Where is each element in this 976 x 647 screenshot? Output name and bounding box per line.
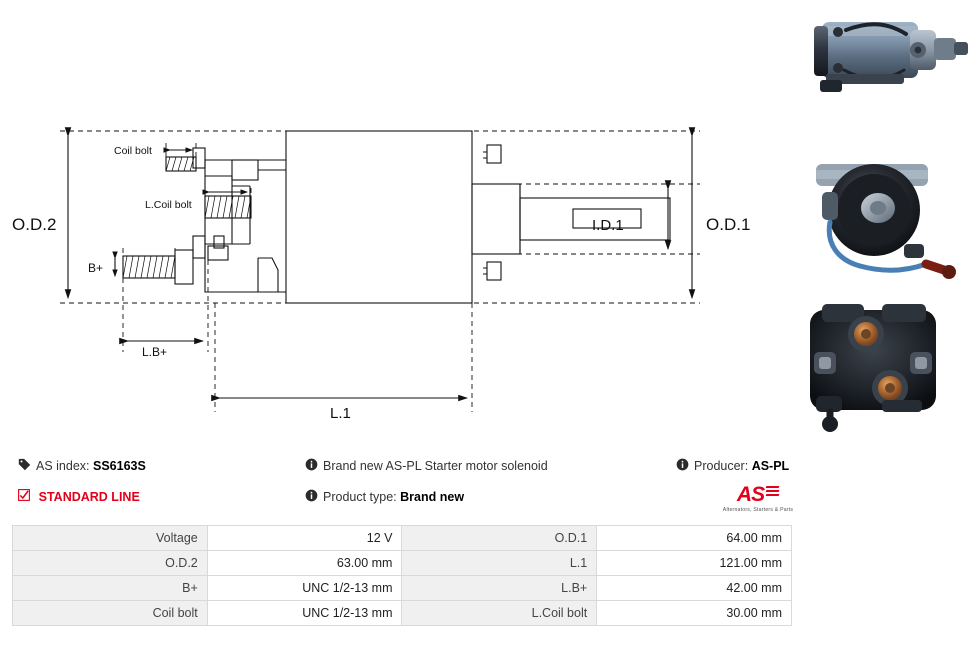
label-id1: I.D.1 — [592, 217, 624, 234]
spec-label: O.D.2 — [13, 551, 208, 576]
solenoid-end-view-photo — [786, 148, 972, 293]
label-lbplus: L.B+ — [142, 345, 168, 359]
standard-line-badge — [18, 489, 140, 504]
spec-value: 64.00 mm — [597, 526, 792, 551]
label-bplus: B+ — [88, 261, 104, 275]
as-pl-logo — [718, 484, 798, 513]
spec-label: Voltage — [13, 526, 208, 551]
product-description: Brand new AS-PL Starter motor solenoid — [323, 459, 548, 473]
producer-value: AS-PL — [751, 459, 790, 473]
spec-label: O.D.1 — [402, 526, 597, 551]
as-index-label: AS index: — [36, 459, 90, 473]
product-info-strip — [0, 448, 976, 520]
spec-value: UNC 1/2-13 mm — [207, 601, 402, 626]
producer-label: Producer: — [694, 459, 749, 473]
as-pl-logo-bars — [766, 486, 779, 498]
info-icon — [676, 458, 689, 474]
as-index-value: SS6163S — [93, 459, 146, 473]
spec-value: 63.00 mm — [207, 551, 402, 576]
specification-table — [12, 525, 792, 626]
label-coil-bolt: Coil bolt — [114, 145, 152, 157]
solenoid-side-view-photo — [786, 0, 972, 145]
producer-row — [676, 458, 789, 474]
table-row — [13, 526, 792, 551]
info-icon — [305, 458, 318, 474]
spec-label: L.Coil bolt — [402, 601, 597, 626]
as-index-row — [18, 458, 146, 474]
spec-value: 30.00 mm — [597, 601, 792, 626]
spec-value: UNC 1/2-13 mm — [207, 576, 402, 601]
tag-icon — [18, 458, 31, 474]
info-icon — [305, 489, 318, 505]
product-photo-gallery — [786, 0, 972, 440]
spec-value: 42.00 mm — [597, 576, 792, 601]
standard-line-label: STANDARD LINE — [38, 490, 140, 504]
solenoid-terminal-view-photo — [786, 296, 972, 441]
as-pl-logo-text: AS — [736, 483, 765, 506]
spec-label: L.B+ — [402, 576, 597, 601]
spec-label: B+ — [13, 576, 208, 601]
as-pl-logo-subtitle: Alternators, Starters & Parts — [722, 507, 794, 513]
product-description-row — [305, 458, 548, 474]
label-od1: O.D.1 — [706, 215, 751, 234]
spec-value: 12 V — [207, 526, 402, 551]
table-row — [13, 601, 792, 626]
label-l-coil-bolt: L.Coil bolt — [145, 199, 192, 211]
spec-value: 121.00 mm — [597, 551, 792, 576]
product-type-value: Brand new — [400, 490, 465, 504]
table-row — [13, 576, 792, 601]
table-row — [13, 551, 792, 576]
spec-label: L.1 — [402, 551, 597, 576]
label-od2: O.D.2 — [12, 215, 57, 234]
product-type-row — [305, 489, 464, 505]
checkbox-checked-icon — [18, 489, 34, 504]
label-l1: L.1 — [330, 405, 351, 422]
product-type-label: Product type: — [323, 490, 397, 504]
spec-label: Coil bolt — [13, 601, 208, 626]
